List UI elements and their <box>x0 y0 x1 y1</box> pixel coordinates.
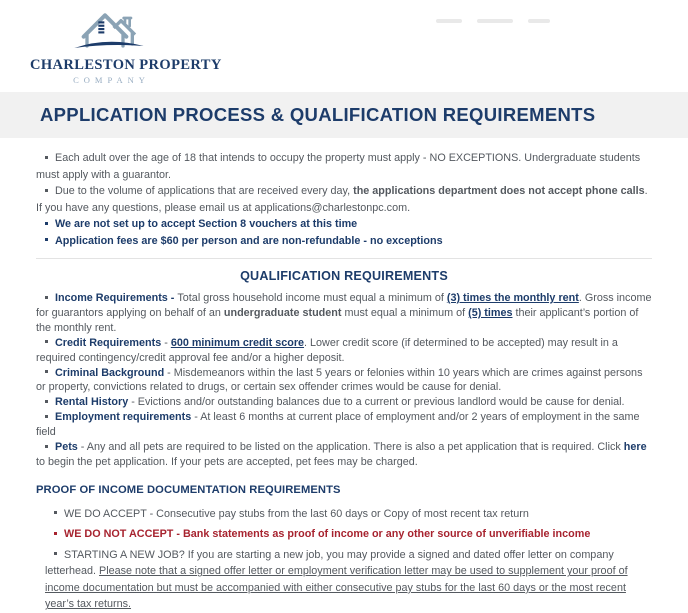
qualification-heading: QUALIFICATION REQUIREMENTS <box>240 269 448 283</box>
text-segment: Please note that a signed offer letter or employment verification letter may be used to supplement your proof of income documentation but must be accompanied with either consecutive pay stubs for the last 60 days or the most recent year’s tax returns. <box>45 565 628 611</box>
text-segment: the applications department does not accept phone calls <box>353 185 645 197</box>
email-address: applications@charlestonpc.com. <box>254 201 411 214</box>
text-segment: . If you have any questions, please email us at <box>36 185 648 214</box>
text-segment: - <box>161 336 171 349</box>
house-logo-icon <box>69 5 149 59</box>
text-segment: Pets <box>55 441 78 454</box>
text-segment: Income Requirements - <box>55 292 178 304</box>
text-segment: Due to the volume of applications that are received every day, <box>55 185 354 197</box>
qual-item-pets <box>36 440 652 470</box>
section-divider <box>36 258 652 259</box>
qual-item-income <box>36 291 652 336</box>
text-segment: Application fees are $60 per person and are non-refundable - no exceptions <box>55 234 443 247</box>
logo[interactable] <box>30 5 222 85</box>
intro-item-section8 <box>36 216 652 233</box>
text-segment: WE DO ACCEPT - Consecutive pay stubs from the last 60 days or Copy of most recent tax return <box>64 507 529 520</box>
text-segment: must equal a minimum of <box>341 306 469 319</box>
text-segment: - At least 6 months at current place of employment and/or 2 years of employment in the same field <box>36 411 640 439</box>
proof-item-not-accept <box>45 526 652 543</box>
header-nav-placeholder <box>436 19 550 23</box>
main-content <box>0 150 688 613</box>
text-segment: . Gross income for guarantors applying on behalf of an <box>36 292 652 319</box>
text-segment: - Evictions and/or outstanding balances due to a current or previous landlord would be cause for denial. <box>128 396 625 409</box>
text-segment: We are not set up to accept Section 8 vouchers at this time <box>55 218 358 230</box>
intro-item-phone-calls <box>36 183 652 216</box>
logo-name: CHARLESTON PROPERTY <box>30 57 222 73</box>
text-segment: (3) times the monthly rent <box>446 292 579 304</box>
text-segment: (5) times <box>468 306 513 319</box>
site-header <box>0 0 688 92</box>
text-segment: STARTING A NEW JOB? If you are starting a new job, you may provide a signed and dated offer letter on company letterhead. <box>45 548 614 578</box>
qualification-list <box>36 291 652 470</box>
text-segment: 600 minimum credit score <box>170 336 305 349</box>
text-segment: to begin the pet application. If your pets are accepted, pet fees may be charged. <box>36 455 418 468</box>
text-segment: - Any and all pets are required to be listed on the application. There is also a pet application that is required. Click <box>77 441 624 454</box>
proof-of-income-list <box>36 506 652 613</box>
text-segment: - Misdemeanors within the last 5 years or felonies within 10 years which are crimes against persons or property, convictions related to drugs, or certain sex offender crimes would be cause for denial. <box>36 366 643 394</box>
text-segment: their applicant’s portion of the monthly rent. <box>36 306 639 334</box>
text-segment: Credit Requirements <box>55 336 162 349</box>
proof-item-new-job <box>45 547 652 613</box>
text-segment: Employment requirements <box>55 411 192 424</box>
qual-item-criminal <box>36 366 652 396</box>
text-segment: Total gross household income must equal a minimum of <box>177 292 447 304</box>
qual-item-employment <box>36 410 652 440</box>
qual-item-credit <box>36 336 652 366</box>
text-segment: WE DO NOT ACCEPT - Bank statements as proof of income or any other source of unverifiable income <box>64 528 591 541</box>
text-segment: undergraduate student <box>223 306 342 319</box>
text-segment: . Lower credit score (if determined to be accepted) may result in a required contingency/credit approval fee and/or a higher deposit. <box>36 336 618 364</box>
proof-item-accept <box>45 506 652 523</box>
text-segment: Rental History <box>55 396 129 409</box>
text-segment: Each adult over the age of 18 that intends to occupy the property must apply - NO EXCEPTIONS. Undergraduate students must apply with a guarantor. <box>36 152 641 181</box>
title-band <box>0 92 688 138</box>
intro-item-adults <box>36 150 652 183</box>
qual-item-rental <box>36 395 652 410</box>
intro-item-fees <box>36 233 652 250</box>
nav-item-placeholder <box>436 19 462 23</box>
proof-of-income-heading: PROOF OF INCOME DOCUMENTATION REQUIREMENTS <box>36 483 341 496</box>
logo-subname: COMPANY <box>73 75 150 85</box>
nav-item-placeholder <box>477 19 513 23</box>
text-segment: Criminal Background <box>55 366 165 379</box>
intro-list <box>36 150 652 249</box>
pet-application-link[interactable]: here <box>623 441 647 454</box>
page-title: APPLICATION PROCESS & QUALIFICATION REQUIREMENTS <box>40 104 596 125</box>
nav-item-placeholder <box>528 19 550 23</box>
